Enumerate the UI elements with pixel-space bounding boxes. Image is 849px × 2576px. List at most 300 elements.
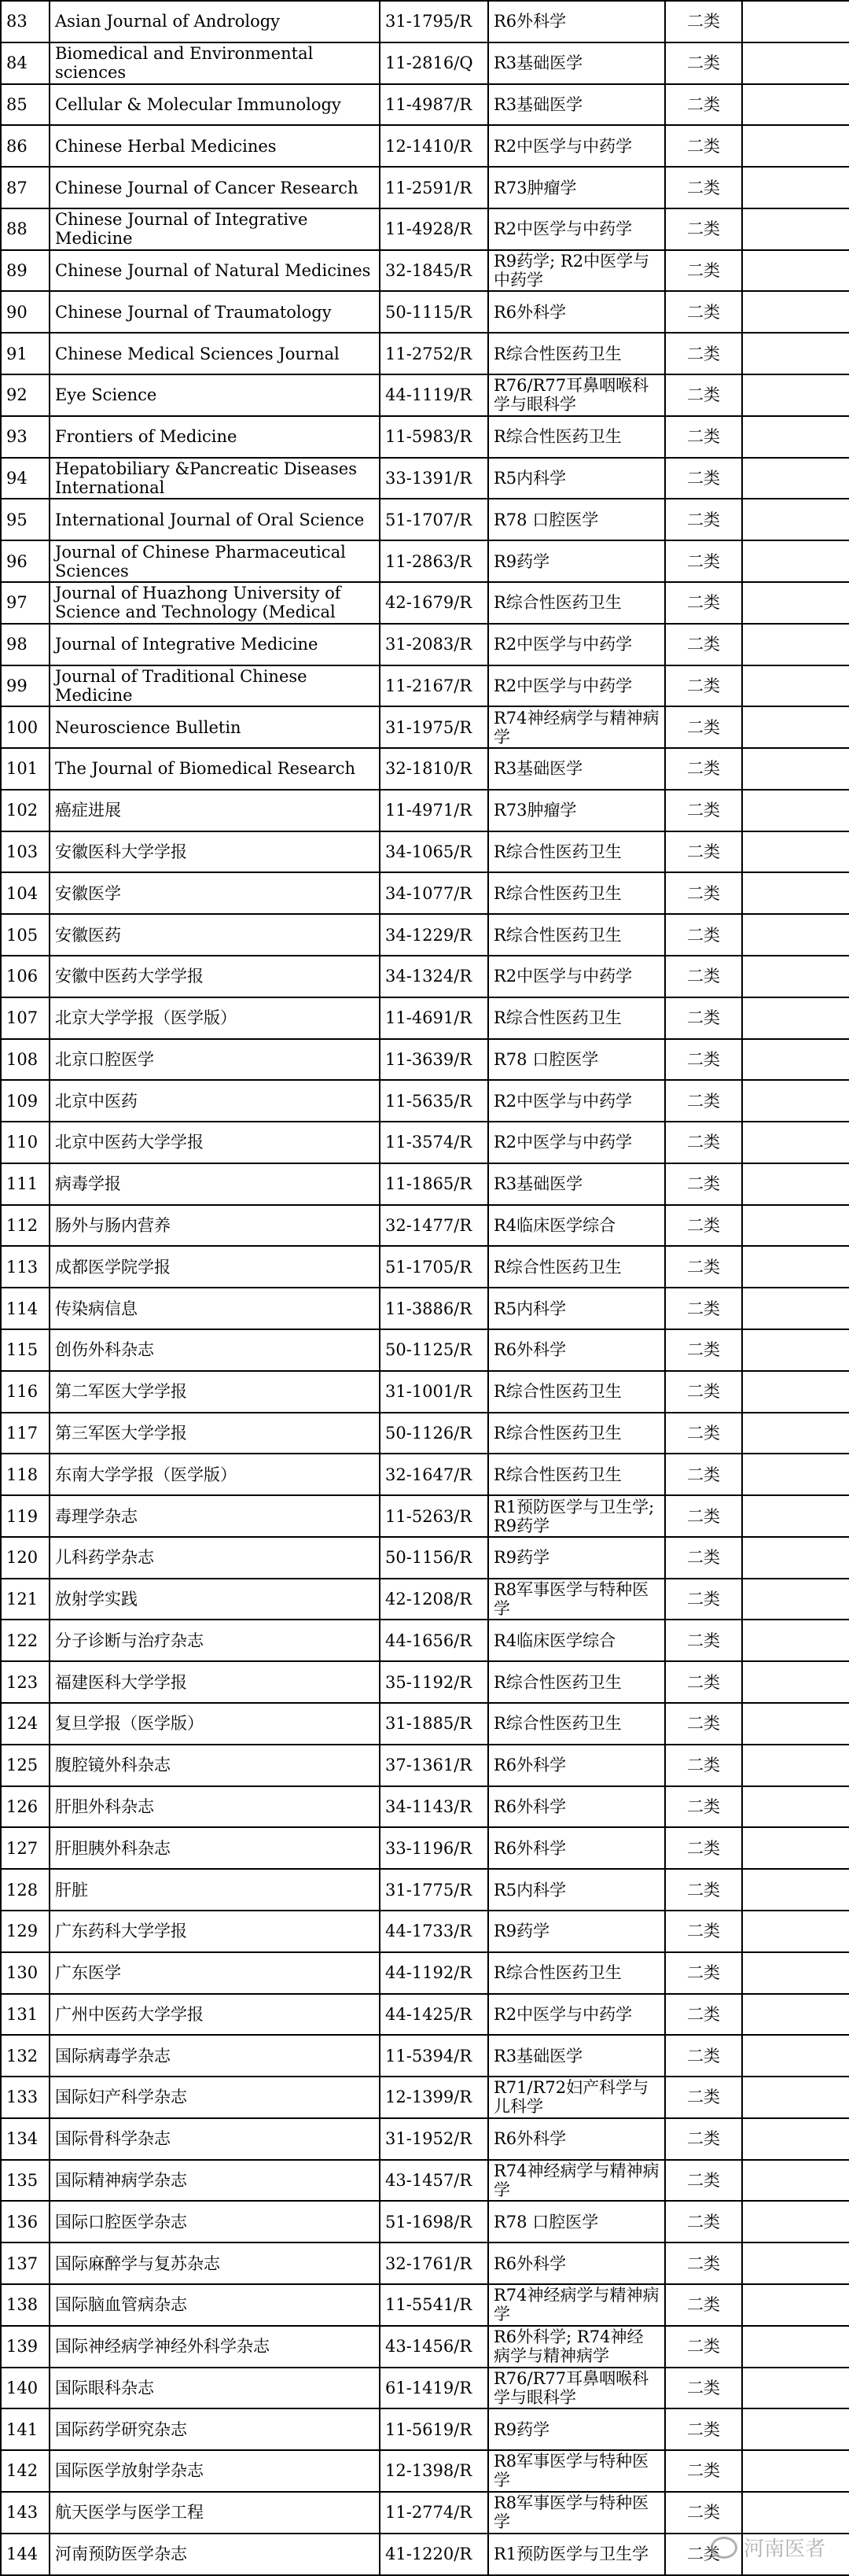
table-row <box>1 333 849 374</box>
journal-title: Chinese Journal of Integrative Medicine <box>50 208 380 250</box>
cn-number: 43-1457/R <box>380 2160 488 2202</box>
journal-title: Chinese Journal of Cancer Research <box>50 167 380 208</box>
journal-title: 毒理学杂志 <box>50 1495 380 1537</box>
empty-cell <box>742 125 849 167</box>
empty-cell <box>742 208 849 250</box>
subject-category: R73肿瘤学 <box>488 167 665 208</box>
subject-category: R6外科学; R74神经病学与精神病学 <box>488 2326 665 2368</box>
journal-title: 肝胆胰外科杂志 <box>50 1827 380 1869</box>
table-row <box>1 1371 849 1413</box>
table-row <box>1 790 849 831</box>
cn-number: 11-2167/R <box>380 665 488 707</box>
cn-number: 11-4987/R <box>380 84 488 126</box>
table-row <box>1 1579 849 1620</box>
row-number: 130 <box>1 1952 50 1994</box>
cn-number: 11-4928/R <box>380 208 488 250</box>
cn-number: 42-1208/R <box>380 1579 488 1620</box>
empty-cell <box>742 1495 849 1537</box>
empty-cell <box>742 2035 849 2077</box>
empty-cell <box>742 1579 849 1620</box>
cn-number: 44-1425/R <box>380 1994 488 2036</box>
table-row <box>1 831 849 873</box>
subject-category: R71/R72妇产科学与儿科学 <box>488 2077 665 2118</box>
subject-category: R综合性医药卫生 <box>488 1454 665 1495</box>
empty-cell <box>742 1786 849 1828</box>
table-row <box>1 2077 849 2118</box>
journal-class: 二类 <box>665 1786 742 1828</box>
row-number: 103 <box>1 831 50 873</box>
table-row <box>1 250 849 292</box>
subject-category: R8军事医学与特种医学 <box>488 2492 665 2534</box>
empty-cell <box>742 1080 849 1122</box>
cn-number: 31-1795/R <box>380 1 488 42</box>
journal-class: 二类 <box>665 2408 742 2450</box>
cn-number: 42-1679/R <box>380 582 488 624</box>
subject-category: R综合性医药卫生 <box>488 914 665 956</box>
cn-number: 32-1477/R <box>380 1205 488 1247</box>
cn-number: 32-1647/R <box>380 1454 488 1495</box>
empty-cell <box>742 2201 849 2242</box>
journal-class: 二类 <box>665 790 742 831</box>
table-row <box>1 1620 849 1661</box>
subject-category: R综合性医药卫生 <box>488 831 665 873</box>
row-number: 88 <box>1 208 50 250</box>
journal-class: 二类 <box>665 1288 742 1329</box>
journal-title: 国际脑血管病杂志 <box>50 2284 380 2326</box>
journal-class: 二类 <box>665 1371 742 1413</box>
journal-class: 二类 <box>665 1495 742 1537</box>
empty-cell <box>742 1205 849 1247</box>
journal-title: 北京口腔医学 <box>50 1039 380 1081</box>
row-number: 100 <box>1 706 50 748</box>
journal-table-body <box>1 1 849 2575</box>
journal-title: 国际骨科学杂志 <box>50 2118 380 2160</box>
cn-number: 33-1391/R <box>380 458 488 499</box>
cn-number: 51-1707/R <box>380 499 488 540</box>
journal-title: 儿科药学杂志 <box>50 1537 380 1579</box>
subject-category: R5内科学 <box>488 1288 665 1329</box>
cn-number: 44-1656/R <box>380 1620 488 1661</box>
row-number: 137 <box>1 2242 50 2284</box>
cn-number: 11-2752/R <box>380 333 488 374</box>
row-number: 134 <box>1 2118 50 2160</box>
journal-title: 国际妇产科学杂志 <box>50 2077 380 2118</box>
journal-class: 二类 <box>665 1827 742 1869</box>
empty-cell <box>742 42 849 84</box>
empty-cell <box>742 250 849 292</box>
table-row <box>1 1 849 42</box>
journal-title: 安徽医科大学学报 <box>50 831 380 873</box>
empty-cell <box>742 1952 849 1994</box>
table-row <box>1 2284 849 2326</box>
row-number: 85 <box>1 84 50 126</box>
subject-category: R6外科学 <box>488 291 665 333</box>
cn-number: 12-1398/R <box>380 2450 488 2492</box>
subject-category: R6外科学 <box>488 1827 665 1869</box>
subject-category: R78 口腔医学 <box>488 2201 665 2242</box>
empty-cell <box>742 831 849 873</box>
subject-category: R6外科学 <box>488 1329 665 1371</box>
subject-category: R综合性医药卫生 <box>488 1246 665 1288</box>
cn-number: 11-2863/R <box>380 540 488 582</box>
table-row <box>1 748 849 790</box>
journal-class: 二类 <box>665 748 742 790</box>
journal-class: 二类 <box>665 1122 742 1163</box>
cn-number: 11-5619/R <box>380 2408 488 2450</box>
subject-category: R9药学 <box>488 1911 665 1952</box>
journal-class: 二类 <box>665 1661 742 1703</box>
journal-title: 分子诊断与治疗杂志 <box>50 1620 380 1661</box>
journal-title: 北京中医药 <box>50 1080 380 1122</box>
row-number: 138 <box>1 2284 50 2326</box>
row-number: 89 <box>1 250 50 292</box>
row-number: 90 <box>1 291 50 333</box>
empty-cell <box>742 997 849 1039</box>
row-number: 140 <box>1 2368 50 2409</box>
journal-title: Journal of Traditional Chinese Medicine <box>50 665 380 707</box>
cn-number: 11-5541/R <box>380 2284 488 2326</box>
journal-class: 二类 <box>665 1869 742 1911</box>
cn-number: 11-3886/R <box>380 1288 488 1329</box>
empty-cell <box>742 2450 849 2492</box>
table-row <box>1 1994 849 2036</box>
cn-number: 50-1115/R <box>380 291 488 333</box>
journal-class: 二类 <box>665 2326 742 2368</box>
row-number: 132 <box>1 2035 50 2077</box>
journal-title: Biomedical and Environmental sciences <box>50 42 380 84</box>
empty-cell <box>742 1703 849 1745</box>
subject-category: R综合性医药卫生 <box>488 582 665 624</box>
journal-title: 国际药学研究杂志 <box>50 2408 380 2450</box>
row-number: 113 <box>1 1246 50 1288</box>
empty-cell <box>742 790 849 831</box>
row-number: 129 <box>1 1911 50 1952</box>
cn-number: 11-4691/R <box>380 997 488 1039</box>
cn-number: 33-1196/R <box>380 1827 488 1869</box>
journal-title: 国际神经病学神经外科学杂志 <box>50 2326 380 2368</box>
journal-class: 二类 <box>665 1080 742 1122</box>
subject-category: R4临床医学综合 <box>488 1620 665 1661</box>
subject-category: R3基础医学 <box>488 748 665 790</box>
journal-title: 腹腔镜外科杂志 <box>50 1745 380 1786</box>
row-number: 142 <box>1 2450 50 2492</box>
cn-number: 51-1705/R <box>380 1246 488 1288</box>
subject-category: R6外科学 <box>488 1 665 42</box>
subject-category: R综合性医药卫生 <box>488 1952 665 1994</box>
table-row <box>1 2450 849 2492</box>
journal-title: 安徽医学 <box>50 872 380 914</box>
subject-category: R2中医学与中药学 <box>488 1122 665 1163</box>
row-number: 87 <box>1 167 50 208</box>
table-row <box>1 1122 849 1163</box>
table-row <box>1 2118 849 2160</box>
table-row <box>1 914 849 956</box>
journal-class: 二类 <box>665 2077 742 2118</box>
journal-class: 二类 <box>665 2534 742 2575</box>
row-number: 118 <box>1 1454 50 1495</box>
journal-title: 国际精神病学杂志 <box>50 2160 380 2202</box>
subject-category: R5内科学 <box>488 458 665 499</box>
row-number: 93 <box>1 416 50 458</box>
journal-title: 北京中医药大学学报 <box>50 1122 380 1163</box>
table-row <box>1 956 849 997</box>
row-number: 115 <box>1 1329 50 1371</box>
empty-cell <box>742 1163 849 1205</box>
subject-category: R9药学 <box>488 1537 665 1579</box>
empty-cell <box>742 1329 849 1371</box>
subject-category: R1预防医学与卫生学 <box>488 2534 665 2575</box>
empty-cell <box>742 1994 849 2036</box>
subject-category: R5内科学 <box>488 1869 665 1911</box>
table-row <box>1 706 849 748</box>
watermark <box>711 2533 825 2562</box>
cn-number: 44-1733/R <box>380 1911 488 1952</box>
journal-title: Chinese Herbal Medicines <box>50 125 380 167</box>
journal-class: 二类 <box>665 997 742 1039</box>
cn-number: 44-1192/R <box>380 1952 488 1994</box>
empty-cell <box>742 914 849 956</box>
row-number: 109 <box>1 1080 50 1122</box>
journal-title: 广东药科大学学报 <box>50 1911 380 1952</box>
table-row <box>1 1827 849 1869</box>
subject-category: R9药学; R2中医学与中药学 <box>488 250 665 292</box>
empty-cell <box>742 2326 849 2368</box>
journal-class: 二类 <box>665 499 742 540</box>
cn-number: 11-5394/R <box>380 2035 488 2077</box>
empty-cell <box>742 499 849 540</box>
table-row <box>1 125 849 167</box>
table-row <box>1 84 849 126</box>
cn-number: 11-5263/R <box>380 1495 488 1537</box>
subject-category: R2中医学与中药学 <box>488 956 665 997</box>
subject-category: R3基础医学 <box>488 1163 665 1205</box>
row-number: 135 <box>1 2160 50 2202</box>
table-row <box>1 872 849 914</box>
journal-class: 二类 <box>665 2368 742 2409</box>
journal-class: 二类 <box>665 374 742 416</box>
subject-category: R74神经病学与精神病学 <box>488 2284 665 2326</box>
row-number: 117 <box>1 1413 50 1454</box>
empty-cell <box>742 1454 849 1495</box>
subject-category: R78 口腔医学 <box>488 499 665 540</box>
empty-cell <box>742 2242 849 2284</box>
empty-cell <box>742 872 849 914</box>
row-number: 99 <box>1 665 50 707</box>
cn-number: 32-1845/R <box>380 250 488 292</box>
cn-number: 34-1324/R <box>380 956 488 997</box>
journal-class: 二类 <box>665 872 742 914</box>
row-number: 104 <box>1 872 50 914</box>
watermark-text: 河南医者 <box>743 2537 825 2561</box>
journal-title: Eye Science <box>50 374 380 416</box>
row-number: 84 <box>1 42 50 84</box>
table-row <box>1 2408 849 2450</box>
table-row <box>1 1703 849 1745</box>
table-row <box>1 997 849 1039</box>
journal-title: 肠外与肠内营养 <box>50 1205 380 1247</box>
table-row <box>1 1495 849 1537</box>
table-row <box>1 1329 849 1371</box>
table-row <box>1 1039 849 1081</box>
row-number: 108 <box>1 1039 50 1081</box>
row-number: 98 <box>1 624 50 665</box>
row-number: 83 <box>1 1 50 42</box>
journal-class: 二类 <box>665 706 742 748</box>
cn-number: 31-1975/R <box>380 706 488 748</box>
cn-number: 50-1126/R <box>380 1413 488 1454</box>
empty-cell <box>742 1745 849 1786</box>
table-row <box>1 1537 849 1579</box>
cn-number: 35-1192/R <box>380 1661 488 1703</box>
row-number: 116 <box>1 1371 50 1413</box>
subject-category: R6外科学 <box>488 1745 665 1786</box>
subject-category: R74神经病学与精神病学 <box>488 706 665 748</box>
journal-title: 放射学实践 <box>50 1579 380 1620</box>
empty-cell <box>742 2492 849 2534</box>
subject-category: R2中医学与中药学 <box>488 665 665 707</box>
subject-category: R综合性医药卫生 <box>488 1371 665 1413</box>
cn-number: 34-1077/R <box>380 872 488 914</box>
empty-cell <box>742 84 849 126</box>
empty-cell <box>742 1039 849 1081</box>
subject-category: R综合性医药卫生 <box>488 1703 665 1745</box>
table-row <box>1 416 849 458</box>
cn-number: 31-2083/R <box>380 624 488 665</box>
journal-class: 二类 <box>665 84 742 126</box>
journal-title: 东南大学学报（医学版） <box>50 1454 380 1495</box>
empty-cell <box>742 582 849 624</box>
journal-class: 二类 <box>665 1537 742 1579</box>
empty-cell <box>742 1122 849 1163</box>
journal-class: 二类 <box>665 956 742 997</box>
row-number: 124 <box>1 1703 50 1745</box>
table-row <box>1 1246 849 1288</box>
empty-cell <box>742 1869 849 1911</box>
journal-title: 国际医学放射学杂志 <box>50 2450 380 2492</box>
journal-class: 二类 <box>665 1205 742 1247</box>
journal-class: 二类 <box>665 291 742 333</box>
journal-class: 二类 <box>665 1620 742 1661</box>
journal-title: 航天医学与医学工程 <box>50 2492 380 2534</box>
row-number: 101 <box>1 748 50 790</box>
row-number: 114 <box>1 1288 50 1329</box>
cn-number: 11-5635/R <box>380 1080 488 1122</box>
journal-title: 第二军医大学学报 <box>50 1371 380 1413</box>
journal-title: 创伤外科杂志 <box>50 1329 380 1371</box>
cn-number: 31-1885/R <box>380 1703 488 1745</box>
row-number: 119 <box>1 1495 50 1537</box>
table-row <box>1 291 849 333</box>
row-number: 106 <box>1 956 50 997</box>
empty-cell <box>742 458 849 499</box>
table-row <box>1 1163 849 1205</box>
subject-category: R2中医学与中药学 <box>488 208 665 250</box>
empty-cell <box>742 1620 849 1661</box>
journal-class: 二类 <box>665 416 742 458</box>
empty-cell <box>742 706 849 748</box>
subject-category: R8军事医学与特种医学 <box>488 1579 665 1620</box>
subject-category: R2中医学与中药学 <box>488 1994 665 2036</box>
journal-title: 成都医学院学报 <box>50 1246 380 1288</box>
row-number: 136 <box>1 2201 50 2242</box>
journal-class: 二类 <box>665 1039 742 1081</box>
journal-title: Chinese Journal of Traumatology <box>50 291 380 333</box>
journal-class: 二类 <box>665 1952 742 1994</box>
subject-category: R6外科学 <box>488 2242 665 2284</box>
cn-number: 50-1125/R <box>380 1329 488 1371</box>
empty-cell <box>742 956 849 997</box>
subject-category: R76/R77耳鼻咽喉科学与眼科学 <box>488 2368 665 2409</box>
subject-category: R2中医学与中药学 <box>488 1080 665 1122</box>
subject-category: R3基础医学 <box>488 42 665 84</box>
journal-title: Cellular & Molecular Immunology <box>50 84 380 126</box>
cn-number: 31-1001/R <box>380 1371 488 1413</box>
empty-cell <box>742 2077 849 2118</box>
row-number: 127 <box>1 1827 50 1869</box>
row-number: 121 <box>1 1579 50 1620</box>
table-row <box>1 1288 849 1329</box>
row-number: 122 <box>1 1620 50 1661</box>
table-row <box>1 1205 849 1247</box>
table-row <box>1 2035 849 2077</box>
journal-class: 二类 <box>665 250 742 292</box>
journal-title: 国际病毒学杂志 <box>50 2035 380 2077</box>
table-row <box>1 624 849 665</box>
cn-number: 11-2816/Q <box>380 42 488 84</box>
journal-title: 河南预防医学杂志 <box>50 2534 380 2575</box>
empty-cell <box>742 2408 849 2450</box>
subject-category: R2中医学与中药学 <box>488 125 665 167</box>
cn-number: 41-1220/R <box>380 2534 488 2575</box>
journal-class: 二类 <box>665 208 742 250</box>
empty-cell <box>742 1911 849 1952</box>
empty-cell <box>742 2160 849 2202</box>
journal-class: 二类 <box>665 831 742 873</box>
journal-title: 福建医科大学学报 <box>50 1661 380 1703</box>
row-number: 95 <box>1 499 50 540</box>
cn-number: 44-1119/R <box>380 374 488 416</box>
row-number: 111 <box>1 1163 50 1205</box>
empty-cell <box>742 540 849 582</box>
row-number: 107 <box>1 997 50 1039</box>
cn-number: 50-1156/R <box>380 1537 488 1579</box>
journal-class: 二类 <box>665 1 742 42</box>
row-number: 143 <box>1 2492 50 2534</box>
journal-title: 癌症进展 <box>50 790 380 831</box>
subject-category: R76/R77耳鼻咽喉科学与眼科学 <box>488 374 665 416</box>
row-number: 110 <box>1 1122 50 1163</box>
cn-number: 32-1810/R <box>380 748 488 790</box>
table-row <box>1 1786 849 1828</box>
subject-category: R综合性医药卫生 <box>488 1413 665 1454</box>
journal-title: 广州中医药大学学报 <box>50 1994 380 2036</box>
journal-title: The Journal of Biomedical Research <box>50 748 380 790</box>
journal-title: Asian Journal of Andrology <box>50 1 380 42</box>
empty-cell <box>742 2284 849 2326</box>
journal-title: International Journal of Oral Science <box>50 499 380 540</box>
empty-cell <box>742 374 849 416</box>
table-row <box>1 499 849 540</box>
subject-category: R综合性医药卫生 <box>488 333 665 374</box>
subject-category: R综合性医药卫生 <box>488 416 665 458</box>
empty-cell <box>742 2368 849 2409</box>
cn-number: 43-1456/R <box>380 2326 488 2368</box>
journal-title: 国际麻醉学与复苏杂志 <box>50 2242 380 2284</box>
empty-cell <box>742 1 849 42</box>
journal-class: 二类 <box>665 1911 742 1952</box>
subject-category: R4临床医学综合 <box>488 1205 665 1247</box>
subject-category: R6外科学 <box>488 2118 665 2160</box>
